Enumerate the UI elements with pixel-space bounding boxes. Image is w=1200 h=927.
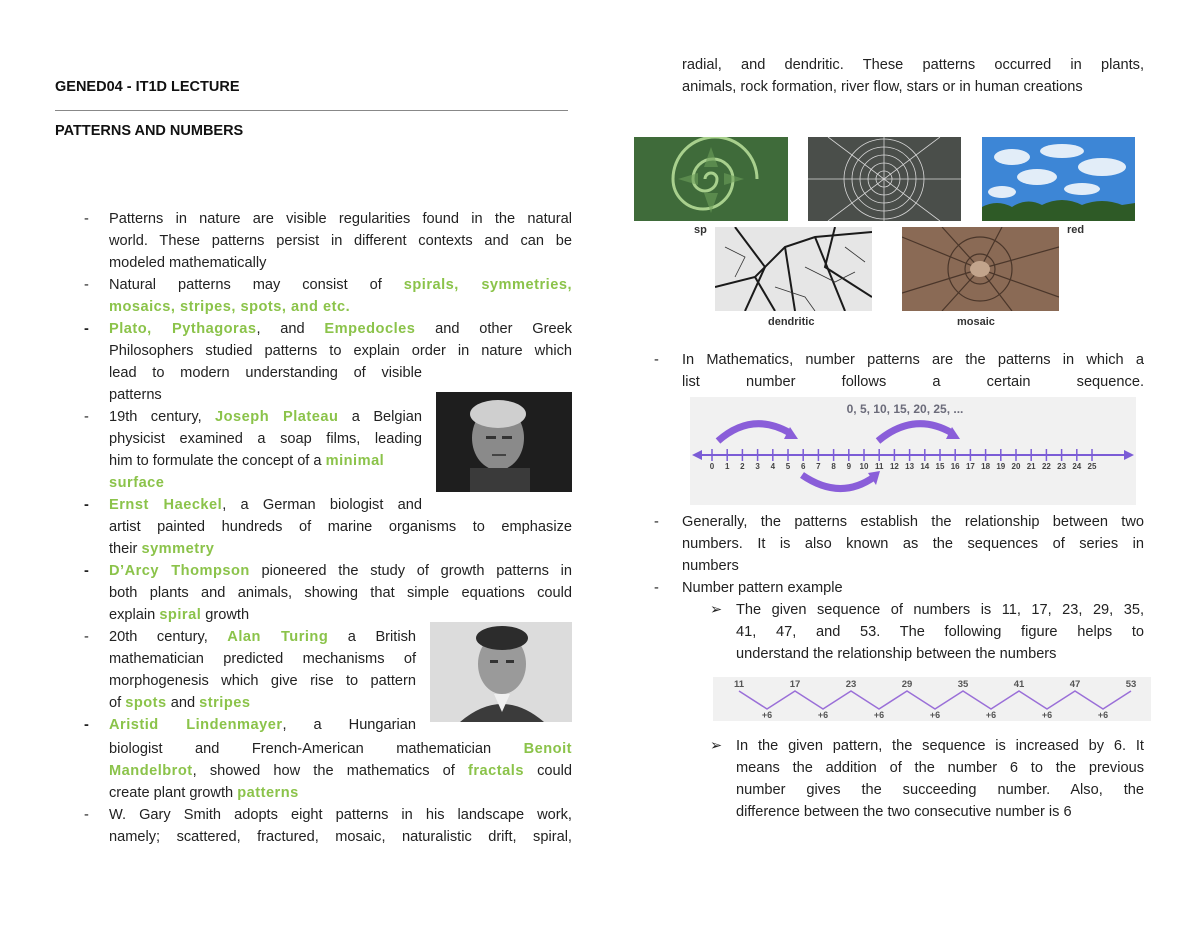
text-line: number gives the succeeding number. Also, the xyxy=(736,782,1144,798)
text-line: D’Arcy Thompson pioneered the study of growth patterns in xyxy=(109,563,572,579)
tick-label: 7 xyxy=(816,462,821,471)
bullet-dash: - xyxy=(84,717,89,733)
text-line: The given sequence of numbers is 11, 17, 23, 29, 35, xyxy=(736,602,1144,618)
sequence-value: 11 xyxy=(733,679,745,690)
sequence-step: +6 xyxy=(873,710,885,720)
bullet-dash: - xyxy=(84,629,89,645)
text-line: their symmetry xyxy=(109,541,215,557)
text-line: Generally, the patterns establish the relationship between two xyxy=(682,514,1144,530)
tick-label: 20 xyxy=(1011,462,1021,471)
sequence-step: +6 xyxy=(761,710,773,720)
text-line: W. Gary Smith adopts eight patterns in his landscape work, xyxy=(109,807,572,823)
text-line: physicist examined a soap films, leading xyxy=(109,431,422,447)
sequence-value: 29 xyxy=(901,679,913,690)
header-divider xyxy=(55,110,568,111)
number-line-figure xyxy=(690,397,1136,505)
sequence-zigzag-line xyxy=(739,691,1131,709)
tick-label: 10 xyxy=(859,462,869,471)
text-line: namely; scattered, fractured, mosaic, naturalistic drift, spiral, xyxy=(109,829,572,845)
sequence-step: +6 xyxy=(817,710,829,720)
sequence-step: +6 xyxy=(985,710,997,720)
jump-arrow-10-15 xyxy=(878,424,952,441)
text-line: world. These patterns persist in different contexts and can be xyxy=(109,233,572,249)
bullet-dash: - xyxy=(84,563,89,579)
text-line: 20th century, Alan Turing a British xyxy=(109,629,416,645)
tick-label: 17 xyxy=(965,462,975,471)
tick-label: 8 xyxy=(831,462,836,471)
text-line: radial, and dendritic. These patterns occurred in plants, xyxy=(682,57,1144,73)
tick-label: 0 xyxy=(709,462,715,471)
jump-arrow-5-10 xyxy=(802,475,874,489)
text-line: numbers xyxy=(682,558,739,574)
page-title: PATTERNS AND NUMBERS xyxy=(55,123,244,139)
tick-label: 21 xyxy=(1026,462,1036,471)
bullet-dash: - xyxy=(84,497,89,513)
bullet-dash: - xyxy=(654,580,659,596)
text-line: Patterns in nature are visible regularities found in the natural xyxy=(109,211,572,227)
mosaic-pattern-image xyxy=(902,227,1059,311)
text-line: mosaics, stripes, spots, and etc. xyxy=(109,299,351,315)
sequence-chart xyxy=(713,677,1151,721)
bullet-dash: - xyxy=(654,352,659,368)
text-line: biologist and French-American mathematician Benoit xyxy=(109,741,572,757)
spiral-label: sp xyxy=(694,224,707,236)
text-line: understand the relationship between the numbers xyxy=(736,646,1057,662)
tick-label: 2 xyxy=(740,462,745,471)
text-line: explain spiral growth xyxy=(109,607,250,623)
tick-label: 19 xyxy=(996,462,1006,471)
tick-label: 6 xyxy=(800,462,806,471)
sequence-value: 35 xyxy=(957,679,969,690)
text-line: of spots and stripes xyxy=(109,695,251,711)
mosaic-label: mosaic xyxy=(957,316,995,328)
sequence-value: 41 xyxy=(1013,679,1025,690)
bullet-dash: - xyxy=(84,807,89,823)
tick-label: 24 xyxy=(1072,462,1082,471)
text-line: artist painted hundreds of marine organisms to emphasize xyxy=(109,519,572,535)
text-line: In the given pattern, the sequence is increased by 6. It xyxy=(736,738,1144,754)
text-line: lead to modern understanding of visible xyxy=(109,365,422,381)
text-line: Natural patterns may consist of spirals, symmetries, xyxy=(109,277,572,293)
dendritic-pattern-image xyxy=(715,227,872,311)
tick-label: 22 xyxy=(1041,462,1051,471)
web-pattern-image xyxy=(808,137,961,221)
tick-label: 18 xyxy=(981,462,991,471)
text-line: In Mathematics, number patterns are the patterns in which a xyxy=(682,352,1144,368)
axis-arrow-right xyxy=(1124,450,1134,460)
tick-label: 4 xyxy=(770,462,776,471)
sky-pattern-image xyxy=(982,137,1135,221)
text-line: Ernst Haeckel, a German biologist and xyxy=(109,497,422,513)
text-line: him to formulate the concept of a minimal xyxy=(109,453,385,469)
sequence-value: 23 xyxy=(845,679,857,690)
tick-label: 23 xyxy=(1057,462,1067,471)
sequence-step: +6 xyxy=(1097,710,1109,720)
tick-label: 14 xyxy=(920,462,930,471)
tick-label: 15 xyxy=(935,462,945,471)
text-line: Mandelbrot, showed how the mathematics of fractals could xyxy=(109,763,572,779)
spiral-pattern-image xyxy=(634,137,788,221)
number-line-chart xyxy=(690,397,1136,505)
tick-label: 3 xyxy=(755,462,760,471)
tick-label: 1 xyxy=(724,462,730,471)
bullet-dash: - xyxy=(84,211,89,227)
bullet-dash: - xyxy=(84,321,89,337)
tick-label: 13 xyxy=(905,462,915,471)
joseph-plateau-photo xyxy=(436,392,572,492)
tick-label: 12 xyxy=(889,462,899,471)
text-line: 41, 47, and 53. The following figure helps to xyxy=(736,624,1144,640)
arrow-bullet-icon: ➢ xyxy=(710,602,723,618)
text-line: Aristid Lindenmayer, a Hungarian xyxy=(109,717,416,733)
number-line-title: 0, 5, 10, 15, 20, 25, ... xyxy=(846,402,964,416)
bullet-dash: - xyxy=(84,409,89,425)
sequence-value: 17 xyxy=(789,679,801,690)
bullet-dash: - xyxy=(84,277,89,293)
text-line: difference between the two consecutive number is 6 xyxy=(736,804,1072,820)
text-line: Plato, Pythagoras, and Empedocles and other Greek xyxy=(109,321,572,337)
text-line: 19th century, Joseph Plateau a Belgian xyxy=(109,409,423,425)
text-line: patterns xyxy=(109,387,162,403)
tick-label: 9 xyxy=(846,462,852,471)
text-line: morphogenesis which give rise to pattern xyxy=(109,673,416,689)
text-line: surface xyxy=(109,475,165,491)
arrow-bullet-icon: ➢ xyxy=(710,738,723,754)
text-line: list number follows a certain sequence. xyxy=(682,374,1144,390)
jump-arrow-0-5 xyxy=(718,424,790,441)
text-line: numbers. It is also known as the sequences of series in xyxy=(682,536,1144,552)
course-title: GENED04 - IT1D LECTURE xyxy=(55,79,240,95)
bullet-dash: - xyxy=(654,514,659,530)
text-line: animals, rock formation, river flow, stars or in human creations xyxy=(682,79,1083,95)
sequence-step: +6 xyxy=(929,710,941,720)
sequence-figure xyxy=(713,677,1151,721)
tick-label: 5 xyxy=(785,462,791,471)
text-line: create plant growth patterns xyxy=(109,785,299,801)
alan-turing-photo xyxy=(430,622,572,722)
sequence-value: 47 xyxy=(1069,679,1081,690)
text-line: mathematician predicted mechanisms of xyxy=(109,651,416,667)
tick-label: 25 xyxy=(1087,462,1097,471)
text-line: means the addition of the number 6 to the previous xyxy=(736,760,1144,776)
axis-arrow-left xyxy=(692,450,702,460)
tick-label: 11 xyxy=(874,462,884,471)
scattered-label: red xyxy=(1067,224,1085,236)
sequence-step: +6 xyxy=(1041,710,1053,720)
text-line: Philosophers studied patterns to explain order in nature which xyxy=(109,343,572,359)
tick-label: 16 xyxy=(950,462,960,471)
text-line: Number pattern example xyxy=(682,580,843,596)
text-line: both plants and animals, showing that simple equations could xyxy=(109,585,572,601)
text-line: modeled mathematically xyxy=(109,255,267,271)
dendritic-label: dendritic xyxy=(768,316,815,328)
sequence-value: 53 xyxy=(1125,679,1137,690)
